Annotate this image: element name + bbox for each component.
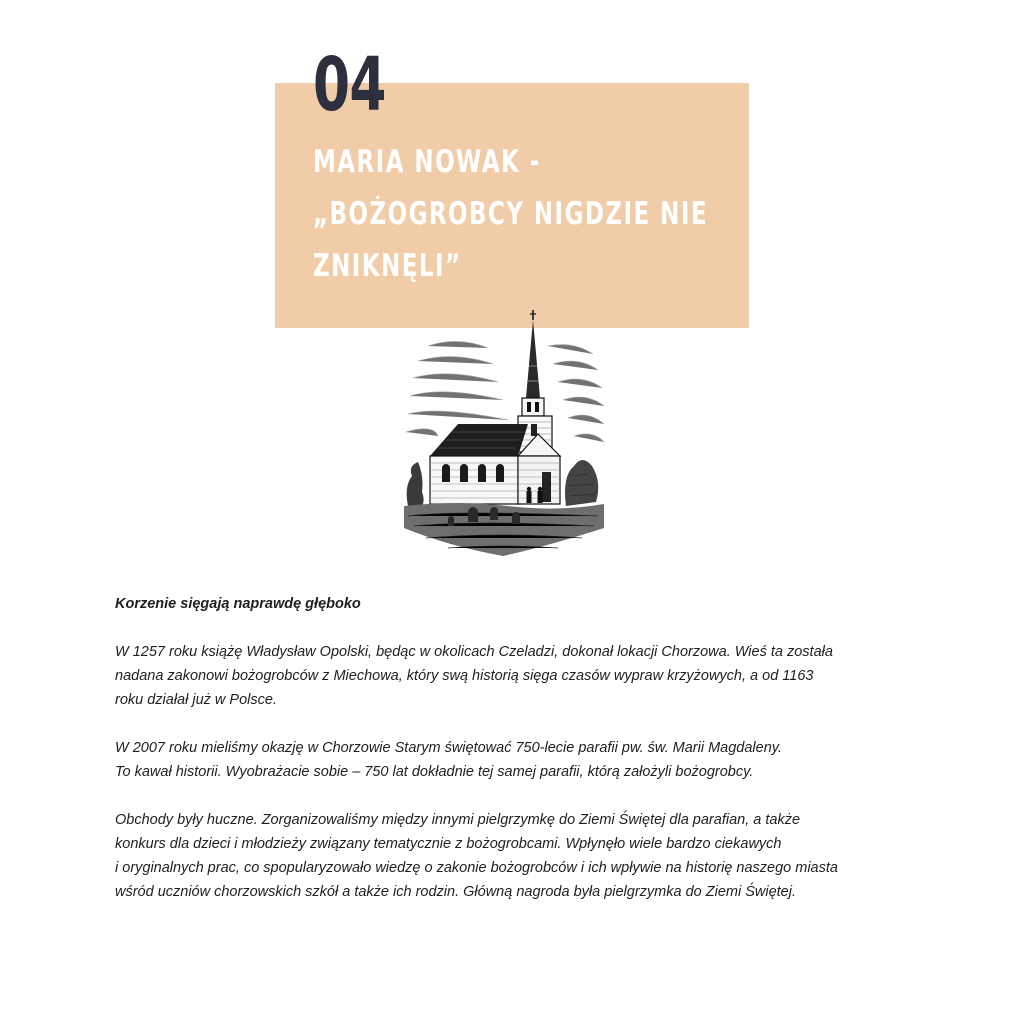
text-line: roku działał już w Polsce. <box>115 692 277 708</box>
title-line: MARIA NOWAK - <box>313 144 541 180</box>
church-engraving-illustration <box>398 306 608 562</box>
text-line: konkurs dla dzieci i młodzieży związany tematycznie z bożogrobcami. Wpłynęło wiele bardzo ciekawych <box>115 836 782 852</box>
paragraph <box>115 640 915 712</box>
text-line: To kawał historii. Wyobrażacie sobie – 750 lat dokładnie tej samej parafii, którą założyli bożogrobcy. <box>115 764 754 780</box>
title-line: „BOŻOGROBCY NIGDZIE NIE <box>313 196 708 232</box>
text-line: Obchody były huczne. Zorganizowaliśmy między innymi pielgrzymkę do Ziemi Świętej dla parafian, a także <box>115 812 801 828</box>
article <box>115 592 915 928</box>
page-title <box>313 136 743 292</box>
text-line: wśród uczniów chorzowskich szkół a także ich rodzin. Główną nagroda była pielgrzymka do Ziemi Świętej. <box>115 884 796 900</box>
text-line: W 2007 roku mieliśmy okazję w Chorzowie Starym świętować 750-lecie parafii pw. św. Marii Magdaleny. <box>115 740 782 756</box>
text-line: nadana zakonowi bożogrobców z Miechowa, który swą historią sięga czasów wypraw krzyżowych, a od 1163 <box>115 668 814 684</box>
paragraph <box>115 808 915 904</box>
text-line: W 1257 roku książę Władysław Opolski, będąc w okolicach Czeladzi, dokonał lokacji Chorzowa. Wieś ta została <box>115 644 833 660</box>
article-heading: Korzenie sięgają naprawdę głęboko <box>115 596 361 612</box>
title-line: ZNIKNĘLI” <box>313 248 462 284</box>
paragraph <box>115 736 915 784</box>
chapter-number: 04 <box>313 42 386 128</box>
text-line: i oryginalnych prac, co spopularyzowało wiedzę o zakonie bożogrobców i ich wpływie na historię naszego miasta <box>115 860 838 876</box>
